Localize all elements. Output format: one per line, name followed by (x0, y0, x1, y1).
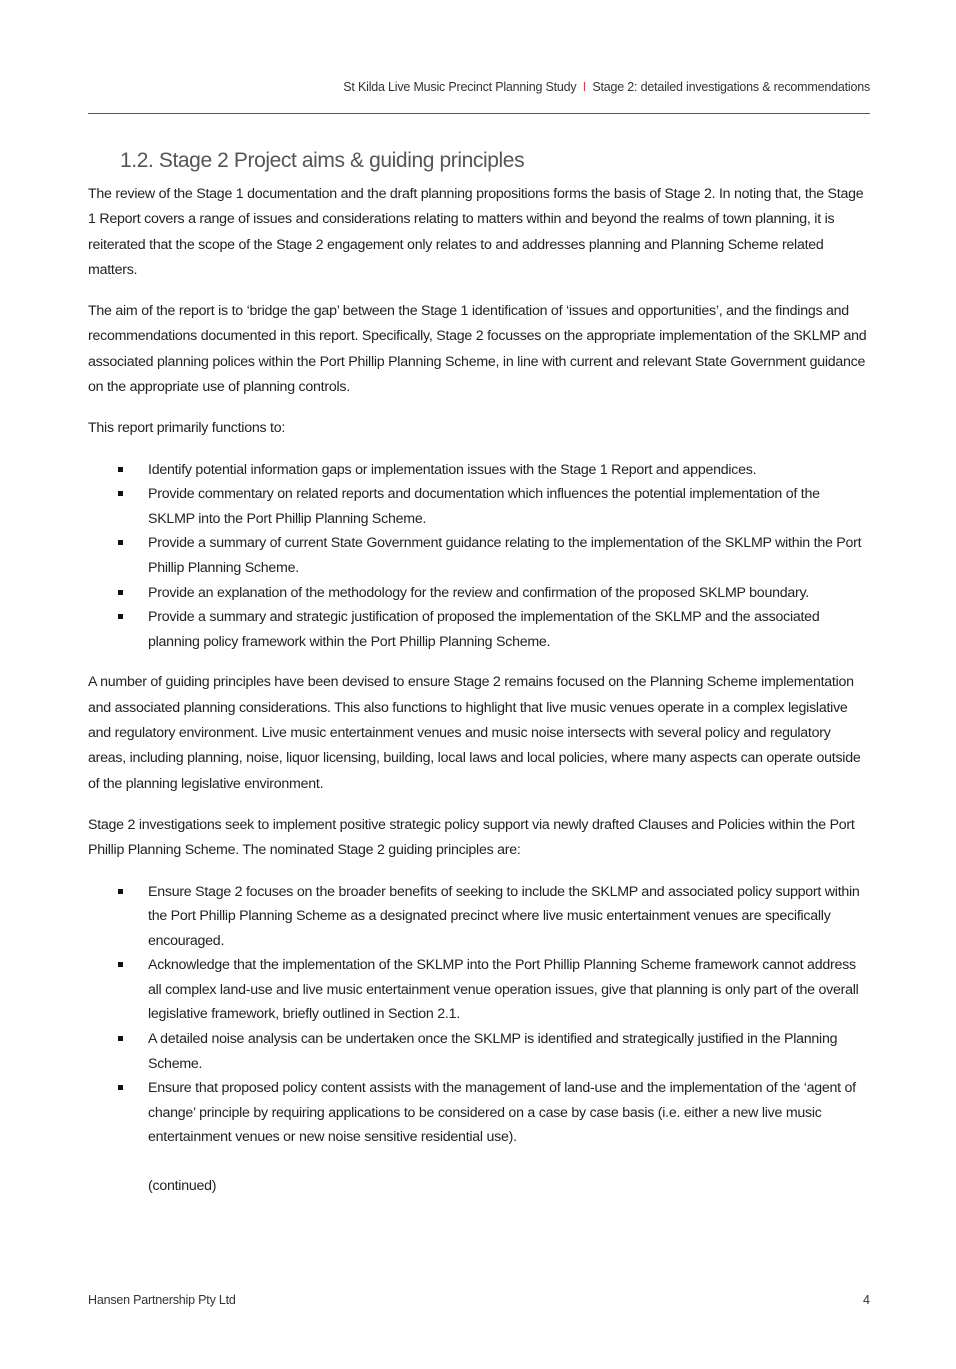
principles-list (88, 880, 870, 1151)
paragraph-aim: The aim of the report is to ‘bridge the gap’ between the Stage 1 identification of ‘issues and opportunities’, and the findings and recommendations documented in this report. Specifically, Stage 2 focusses on the appropriate implementation of the SKLMP and associated planning polices within the Port Phillip Planning Scheme, in line with current and relevant State Government guidance on the appropriate use of planning controls. (88, 303, 867, 396)
list-item-text: Provide a summary of current State Government guidance relating to the implementation of the SKLMP within the Port Phillip Planning Scheme. (148, 535, 862, 577)
list-item (88, 482, 870, 531)
continued-note: (continued) (148, 1178, 217, 1195)
running-header (88, 80, 870, 94)
page-body (88, 146, 870, 1199)
list-item-text: Ensure Stage 2 focuses on the broader benefits of seeking to include the SKLMP and associated policy support within the Port Phillip Planning Scheme as a designated precinct where live music entertainment venues are specifically encouraged. (148, 883, 860, 949)
bullet-icon (118, 614, 123, 619)
page-number: 4 (863, 1293, 870, 1307)
list-item (88, 605, 870, 654)
list-item-text: Provide commentary on related reports and documentation which influences the potential implementation of the SKLMP into the Port Phillip Planning Scheme. (148, 486, 820, 527)
list-item (88, 953, 870, 1027)
list-item (88, 531, 870, 580)
list-item-text: Provide a summary and strategic justification of proposed the implementation of the SKLMP and the associated planning policy framework within the Port Phillip Planning Scheme. (148, 609, 820, 650)
list-item-text: Provide an explanation of the methodology for the review and confirmation of the proposed SKLMP boundary. (148, 584, 809, 601)
stage-title: Stage 2: detailed investigations & recommendations (592, 80, 870, 94)
study-title: St Kilda Live Music Precinct Planning Study (343, 80, 577, 94)
list-item-text: Identify potential information gaps or implementation issues with the Stage 1 Report and appendices. (148, 461, 757, 478)
bullet-icon (118, 889, 123, 894)
list-item-text: Acknowledge that the implementation of the SKLMP into the Port Phillip Planning Scheme framework cannot address all complex land-use and live music entertainment venue operation issues, give that planning is only part of the overall legislative framework, briefly outlined in Section 2.1. (148, 957, 859, 1023)
paragraph-guiding-principles: A number of guiding principles have been devised to ensure Stage 2 remains focused on the Planning Scheme implementation and associated planning considerations. This also functions to highlight that live music venues operate in a complex legislative and regulatory environment. Live music entertainment venues and music noise intersects with several policy and regulatory areas, including planning, noise, liquor licensing, building, local laws and local policies, where many aspects can operate outside of the planning legislative environment. (88, 674, 861, 792)
bullet-icon (118, 491, 123, 496)
paragraph-scope: The review of the Stage 1 documentation and the draft planning propositions forms the basis of Stage 2. In noting that, the Stage 1 Report covers a range of issues and considerations relating to matters within and beyond the realms of town planning, it is reiterated that the scope of the Stage 2 engagement only relates to and addresses planning and Planning Scheme related matters. (88, 186, 864, 278)
list-item-text: Ensure that proposed policy content assists with the management of land-use and the implementation of the ‘agent of change’ principle by requiring applications to be considered on a case by case basis (i.e. either a new live music entertainment venues or new noise sensitive residential use). (148, 1080, 856, 1146)
list-item (88, 1027, 870, 1076)
paragraph-principles-intro: Stage 2 investigations seek to implement positive strategic policy support via newly drafted Clauses and Policies within the Port Phillip Planning Scheme. The nominated Stage 2 guiding principles are: (88, 816, 855, 859)
functions-list (88, 458, 870, 655)
bullet-icon (118, 467, 123, 472)
footer-company: Hansen Partnership Pty Ltd (88, 1293, 236, 1307)
list-item (88, 458, 870, 483)
list-item (88, 1076, 870, 1150)
header-separator: I (582, 80, 587, 94)
paragraph-functions-intro: This report primarily functions to: (88, 420, 286, 437)
bullet-icon (118, 962, 123, 967)
header-divider (88, 113, 870, 114)
bullet-icon (118, 540, 123, 545)
bullet-icon (118, 590, 123, 595)
list-item (88, 880, 870, 954)
section-heading: 1.2. Stage 2 Project aims & guiding principles (120, 149, 525, 172)
bullet-icon (118, 1085, 123, 1090)
bullet-icon (118, 1036, 123, 1041)
list-item (88, 581, 870, 606)
list-item-text: A detailed noise analysis can be undertaken once the SKLMP is identified and strategically justified in the Planning Scheme. (148, 1031, 838, 1072)
